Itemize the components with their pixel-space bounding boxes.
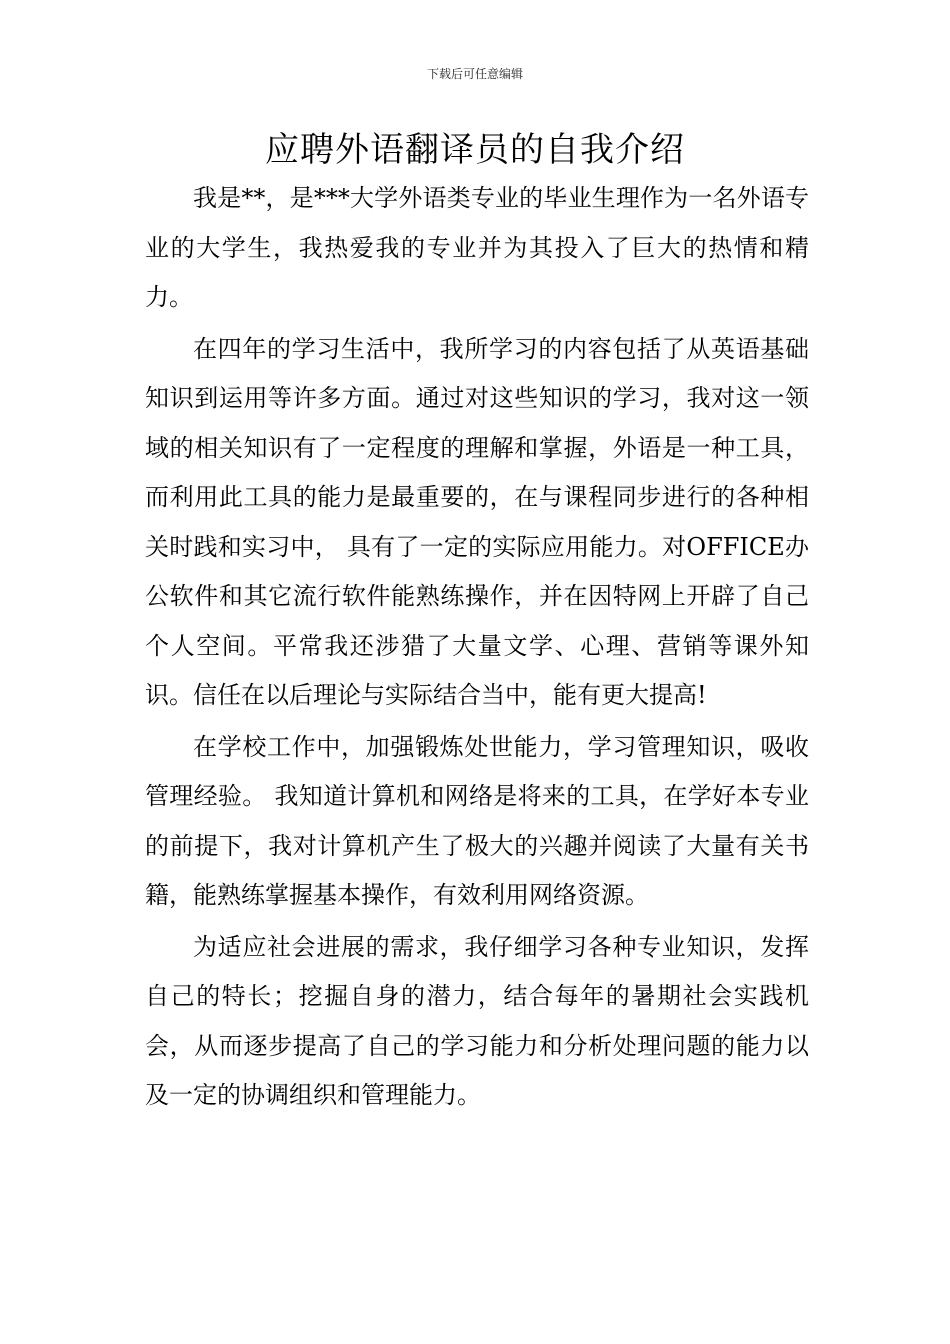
paragraph-1: 我是**，是***大学外语类专业的毕业生理作为一名外语专业的大学生，我热爱我的专业并为其投入了巨大的热情和精力。 [145,184,809,311]
paragraph-4: 为适应社会进展的需求，我仔细学习各种专业知识，发挥自己的特长；挖掘自身的潜力，结合每年的暑期社会实践机会，从而逐步提高了自己的学习能力和分析处理问题的能力以及一定的协调组织和管理能力。 [145,932,809,1109]
document-title: 应聘外语翻译员的自我介绍 [265,130,685,170]
paragraph-3: 在学校工作中，加强锻炼处世能力，学习管理知识，吸收管理经验。 我知道计算机和网络是将来的工具，在学好本专业的前提下，我对计算机产生了极大的兴趣并阅读了大量有关书籍，能熟练掌握基本操作，有效利用网络资源。 [145,732,809,909]
header-note: 下载后可任意编辑 [426,67,523,81]
paragraph-2: 在四年的学习生活中，我所学习的内容包括了从英语基础知识到运用等许多方面。通过对这些知识的学习，我对这一领域的相关知识有了一定程度的理解和掌握，外语是一种工具，而利用此工具的能力是最重要的，在与课程同步进行的各种相关时践和实习中， 具有了一定的实际应用能力。对OFFICE办公软件和其它流行软件能熟练操作，并在因特网上开辟了自己个人空间。平常我还涉猎了大量文学、心理、营销等课外知识。信任在以后理论与实际结合当中，能有更大提高! [145,334,809,709]
document-body [145,174,809,1121]
